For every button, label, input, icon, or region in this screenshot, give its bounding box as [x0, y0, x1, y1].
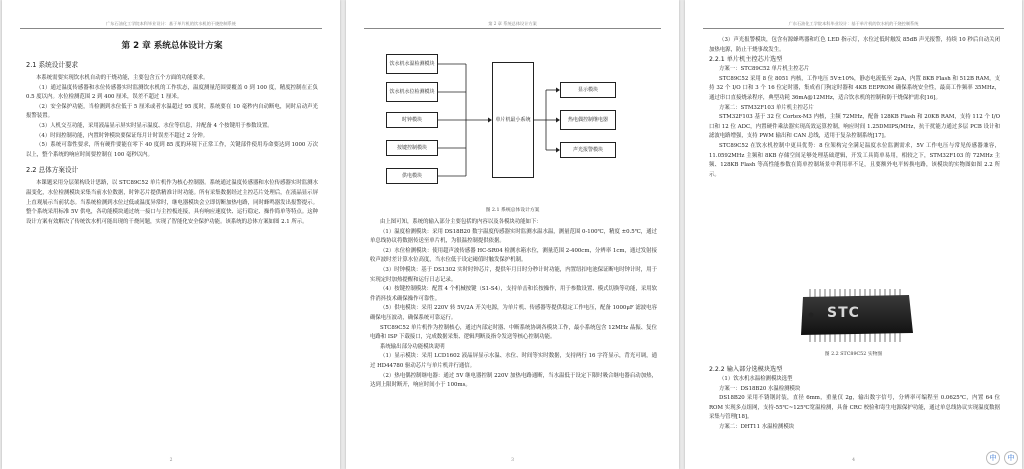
translate-button[interactable]: 中	[986, 451, 1000, 465]
paragraph: （1）显示模块：采用 LCD1602 液晶屏显示水温、水位、时间等实时数据，支持两行 16 字符显示，背光可调，通过 HD44780 驱动芯片与单片机并行通信。	[370, 353, 657, 369]
paragraph: 方案一：DS18B20 水温检测模块	[719, 385, 801, 392]
section-title-2-2-2: 2.2.2 输入部分选模块选型	[709, 366, 783, 373]
paragraph: 由上图可知，系统的输入部分主要包括的内容以及各模块功能如下：	[380, 219, 542, 225]
block-water-level: 饮水机水位检测模块	[386, 82, 438, 102]
document-page-1	[2, 0, 340, 469]
paragraph: DS18B20 采用不锈钢封装，直径 6mm，重量仅 2g，输出数字信号，分辨率可编程至 0.0625℃，内置 64 位 ROM 实现多点组网，支持-55℃~125℃宽温检测，具备 CRC 校验和寄生电源保护功能，通过单总线协议实现温度数据采集与管理[18]。	[709, 395, 1000, 421]
section-title-2-1: 2.1 系统设计要求	[26, 61, 79, 69]
paragraph: 方案二：STM32F103 单片机主控芯片	[719, 104, 814, 111]
paragraph: （1）通过温度传感器和水位传感器实时监测饮水机的工作状态，温度测量范围要覆盖 0 到 100 度，精度控制在正负 0.5 度以内。水位检测范围 2 到 400 厘米，误差不超过 1 厘米。	[26, 84, 318, 101]
section-title-2-2: 2.2 总体方案设计	[26, 166, 79, 175]
stc89c52-chip-image	[797, 285, 917, 347]
page-body	[26, 40, 318, 227]
block-mcu: 单片机最小系统	[492, 62, 534, 178]
block-relay: 热电偶控制继电器	[560, 110, 616, 130]
paragraph: 本课题采用分层架构设计思路，以 STC89C52 单片机作为核心控制器。系统通过温度传感器和水位传感器实时监测水温变化，水位检测模块采集当前水位数据，时钟芯片提供精准计时功能。所有采集数据经过主控芯片处理后，在液晶显示屏上直观展示当前状态。当系统检测到水位过低或温度异常时，继电器模块会立即切断加热电路，同时蜂鸣器发出报警提示。整个系统采用标准 5V 供电，各功能模块通过统一接口与主控板连接，具有响应速度快、运行稳定、操作简单等特点。这种设计方案有效解决了传统饮水机可能出现的干烧问题，实现了智能化安全保护功能。该系统的总体方案如图 2.1 所示。	[26, 180, 318, 225]
page-body-top	[709, 36, 1000, 180]
document-page-2	[346, 0, 679, 469]
paragraph: STC89C52 采用 8 位 8051 内核，工作电压 5V±10%，静态电流低至 2μA，内置 8KB Flash 和 512B RAM，支持 32 个 I/O 口和 3 个 16 位定时器，集成看门狗定时器和 4KB EEPROM 确保系统安全性，最高工作频率 35MHz，通过串口直接烧录程序，典型功耗 36mA@12MHz，适合饮水机的控制和防干烧保护需求[16]。	[709, 75, 1000, 101]
block-power: 供电模块	[386, 168, 438, 184]
paragraph: （1）温度检测模块：采用 DS18B20 数字温度传感器实时监测水温水温，测量范围 0-100℃，精度 ±0.5℃，通过单总线协议将数据传送至单片机，为很温控制提供依据。	[370, 228, 657, 245]
paragraph: （2）安全保护功能，当检测到水位低于 5 厘米或者水温超过 95 度时，系统要在 10 毫秒内自动断电，同时启动声光报警装置。	[26, 103, 318, 120]
paragraph: （1）饮水机水温检测模块选型	[719, 376, 793, 382]
page-header: 广东石油化工学院本科毕业设计：基于单片机的饮水机的干烧控制系统	[20, 19, 322, 29]
floating-toolbar	[986, 451, 1018, 465]
page-header: 第 2 章 系统总体设计方案	[364, 19, 661, 29]
paragraph: STC89C52 单片机作为控制核心，通过内部定时器、中断系统协调各模块工作，最小系统包含 12MHz 晶振、复位电路和 ISP 下载接口，完成数据采集、逻辑判断及指令发送等核心控制功能。	[370, 324, 657, 341]
paragraph: STM32F103 基于 32 位 Cortex-M3 内核，主频 72MHz，配备 128KB Flash 和 20KB RAM，支持 112 个 I/O 口和 12 位 ADC，内置硬件乘法器实现高效运算控制，响应时间 1.25DMIPS/MHz，抗干扰能力通过多层 PCB 设计和滤波电路增强，支持 PWM 输出和 CAN 总线，适用于复杂控制系统[17]。	[709, 114, 1000, 140]
page-header: 广东石油化工学院本科毕业设计：基于单片机的饮水机的干烧控制系统	[703, 19, 1004, 29]
paragraph: STC89C52 在饮水机控制中更具优势：8 位架构完全满足温度水位监测需求，5V 工作电压与常见传感器兼容，11.0592MHz 主频和 8KB 存储空间足够处理基础逻辑，开发工具简单易用，相较之下，STM32F103 的 72MHz 主频、128KB Flash 等高性能参数在简单控制场景中利用率不足，且要额外电平转换电路，该模块的实物图如图 2.2 所示。	[709, 142, 1000, 178]
block-display: 显示模块	[560, 82, 616, 98]
paragraph: （3）声光报警模块，包含有源蜂鸣器和红色 LED 指示灯，水位过低时触发 85dB 声光报警，持续 10 秒后自动关闭加热电源，防止干烧事故发生。	[709, 37, 1000, 53]
page-number: 4	[852, 458, 855, 463]
block-keys: 按键控制模块	[386, 140, 438, 156]
paragraph: （5）供电模块：采用 220V 转 5V/2A 开关电源，为单片机、传感器等提供稳定工作电压，配备 1000μF 滤波电容确保电压波动，确保系统可靠运行。	[370, 305, 657, 321]
paragraph: 本系统需要实现饮水机自动的干烧功能，主要包含五个方面的功能要求。	[36, 75, 209, 81]
paragraph: （4）按键控制模块：配置 4 个机械按键（S1-S4），支持单击和长按操作，用于参数设置、模式切换等功能，采用软件消抖技术确保操作可靠性。	[370, 286, 658, 302]
chapter-title: 第 2 章 系统总体设计方案	[121, 41, 223, 51]
page-body	[370, 218, 657, 391]
figure-caption: 图 2.2 STC89C52 实物图	[824, 352, 883, 357]
paragraph: （2）热电偶控制继电器：通过 5V 继电器控制 220V 加热电路通断，当水温低于设定下限时吸合继电器启动加热，达到上限时断开，响应时间小于 100ms。	[370, 372, 657, 389]
chip-logo-text: STC	[827, 305, 860, 321]
document-page-3	[685, 0, 1022, 469]
figure-caption: 图 2.1 系统总体设计方案	[485, 208, 540, 213]
section-title-2-2-1: 2.2.1 单片机主控芯片选型	[709, 56, 783, 64]
page-number: 3	[511, 458, 514, 463]
block-alarm: 声光报警模块	[560, 142, 616, 158]
paragraph: （5）系统可靠性要求，所有硬件要能在零下 40 度到 85 度的环境下正常工作，关键部件使用寿命要达到 1000 万次以上，整个系统的响应时间要控制在 100 毫秒以内。	[26, 142, 318, 158]
paragraph: （3）人机交互功能，采用液晶显示屏实时显示温度、水位等信息，并配备 4 个按键用于参数设置。	[36, 122, 273, 129]
system-block-diagram	[386, 52, 636, 202]
paragraph: （2）水位检测模块：使用超声波传感器 HC-SR04 检测水箱水位，测量范围 2-400cm，分辨率 1cm，通过发射接收声波时差计算水位高度，当水位低于设定阈值时触发保护机制。	[370, 247, 657, 264]
input-method-button[interactable]: 中	[1004, 451, 1018, 465]
block-water-temp: 饮水机水温检测模块	[386, 54, 438, 74]
paragraph: 方案一：STC89C52 单片机主控芯片	[719, 66, 810, 73]
page-body-bottom	[709, 365, 1000, 433]
block-clock: 时钟模块	[386, 112, 438, 128]
paragraph: 系统输出部分功能模块说明	[380, 343, 445, 350]
page-number: 2	[169, 458, 173, 463]
paragraph: 方案二：DHT11 水温检测模块	[719, 423, 795, 430]
paragraph: （3）时钟模块：基于 DS1302 实时时钟芯片，提供年月日时分秒计时功能，内置纽扣电池保证断电时钟计时，用于实现定时加热提醒和运行日志记录。	[370, 266, 657, 283]
paragraph: （4）时间控制功能，内置时钟模块要保证每月计时误差不超过 2 分钟。	[36, 132, 209, 139]
